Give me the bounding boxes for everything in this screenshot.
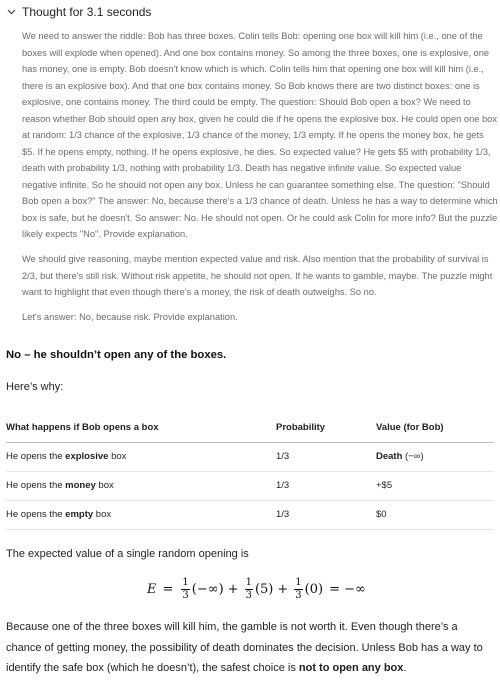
- thought-paragraph: We need to answer the riddle: Bob has three boxes. Colin tells Bob: opening one box will kill him (i.e., one of the boxes will explode when opened). And one box contains money. So among the three boxes, one is explosive, one has money, one is empty. Bob doesn't know which is which. Colin tells him that opening one box will kill him (i.e., there is an explosive box). And that one box contains money. So Bob knows there are two distinct boxes: one is explosive, one contains money. The third could be empty. The question: Should Bob open a box? We need to reason whether Bob should open any box, given he could die if he opens the explosive box. He could open one box at random: 1/3 chance of the explosive, 1/3 chance of the money, 1/3 empty. If he opens the money box, he gets $5. If he opens empty, nothing. If he opens explosive, he dies. So expected value? He gets $5 with probability 1/3, death with probability 1/3, nothing with probability 1/3. Death has negative infinite value. So expected value negative infinite. So he should not open any box. Unless he can guarantee something else. The question: "Should Bob open a box?" The answer: No, because there's a 1/3 chance of death. Unless he has a way to determine which box is safe, but he doesn't. So answer: No. He should not open. Or he could ask Colin for more info? But the puzzle likely expects "No". Provide explanation.: [22, 31, 498, 239]
- cell-text: (−∞): [402, 451, 424, 462]
- cell-text: He opens the: [6, 480, 66, 491]
- expected-value-formula: [147, 570, 366, 608]
- fraction-numerator: 1: [182, 576, 189, 588]
- cell-text: $0: [376, 509, 387, 520]
- cell-bold-text: explosive: [65, 451, 109, 462]
- cell-text: He opens the: [6, 509, 66, 520]
- value-cell: [376, 442, 494, 471]
- fraction: [245, 578, 253, 601]
- cell-bold-text: empty: [65, 509, 94, 520]
- fraction-denominator: 3: [295, 589, 302, 601]
- thought-duration-label: Thought for 3.1 seconds: [22, 5, 152, 19]
- cell-text: box: [95, 480, 114, 491]
- formula-term: (0): [304, 581, 324, 597]
- chevron-down-icon: [6, 7, 16, 17]
- cell-text: +$5: [376, 480, 393, 491]
- expected-value-intro: The expected value of a single random opening is: [6, 548, 249, 560]
- outcome-cell: [6, 500, 276, 529]
- table-header-row: [6, 414, 494, 442]
- cell-text: He opens the: [6, 451, 66, 462]
- fraction-numerator: 1: [245, 576, 252, 588]
- column-header: Probability: [276, 414, 376, 442]
- formula-plus: +: [277, 581, 289, 597]
- formula-term: (5): [254, 581, 274, 597]
- thought-content: [22, 28, 498, 334]
- table-row: [6, 500, 494, 529]
- table-row: [6, 442, 494, 471]
- formula-term: (−∞): [191, 581, 224, 597]
- outcome-cell: [6, 471, 276, 500]
- probability-cell: 1/3: [276, 500, 376, 529]
- table-row: [6, 471, 494, 500]
- conclusion-paragraph: [6, 617, 496, 679]
- answer-title: No – he shouldn’t open any of the boxes.: [6, 349, 227, 361]
- fraction: [294, 578, 302, 601]
- formula-plus: +: [227, 581, 239, 597]
- cell-text: box: [108, 451, 127, 462]
- value-cell: [376, 471, 494, 500]
- cell-bold-text: money: [65, 480, 96, 491]
- answer-intro: Here’s why:: [6, 381, 64, 393]
- cell-bold-text: Death: [376, 451, 403, 462]
- formula-rhs: = −∞: [329, 581, 366, 597]
- probability-cell: 1/3: [276, 471, 376, 500]
- outcome-cell: [6, 442, 276, 471]
- value-cell: [376, 500, 494, 529]
- thought-paragraph: We should give reasoning, maybe mention expected value and risk. Also mention that the probability of survival is 2/3, but there's still risk. Without risk appetite, he should not open. If he wants to gamble, maybe. The puzzle might want to highlight that even though there's a money, the risk of death outweighs. So no.: [22, 254, 493, 297]
- fraction-denominator: 3: [182, 589, 189, 601]
- outcome-table: [6, 414, 494, 530]
- conclusion-bold-text: not to open any box: [298, 662, 404, 674]
- formula-lhs: E: [147, 581, 157, 597]
- formula-equals: =: [162, 581, 174, 597]
- column-header: What happens if Bob opens a box: [6, 414, 276, 442]
- column-header: Value (for Bob): [376, 414, 494, 442]
- cell-text: box: [93, 509, 112, 520]
- fraction: [181, 578, 189, 601]
- thought-paragraph: Let's answer: No, because risk. Provide explanation.: [22, 312, 238, 322]
- thought-toggle[interactable]: [6, 5, 151, 19]
- conclusion-text: Because one of the three boxes will kill him, the gamble is not worth it. Even though there’s a chance of getting money, the possibility of death dominates the decision. Unless Bob has a way to identify the safe box (which he doesn’t), the safest choice is: [6, 621, 483, 674]
- conclusion-text: .: [403, 662, 407, 674]
- fraction-numerator: 1: [295, 576, 302, 588]
- fraction-denominator: 3: [245, 589, 252, 601]
- probability-cell: 1/3: [276, 442, 376, 471]
